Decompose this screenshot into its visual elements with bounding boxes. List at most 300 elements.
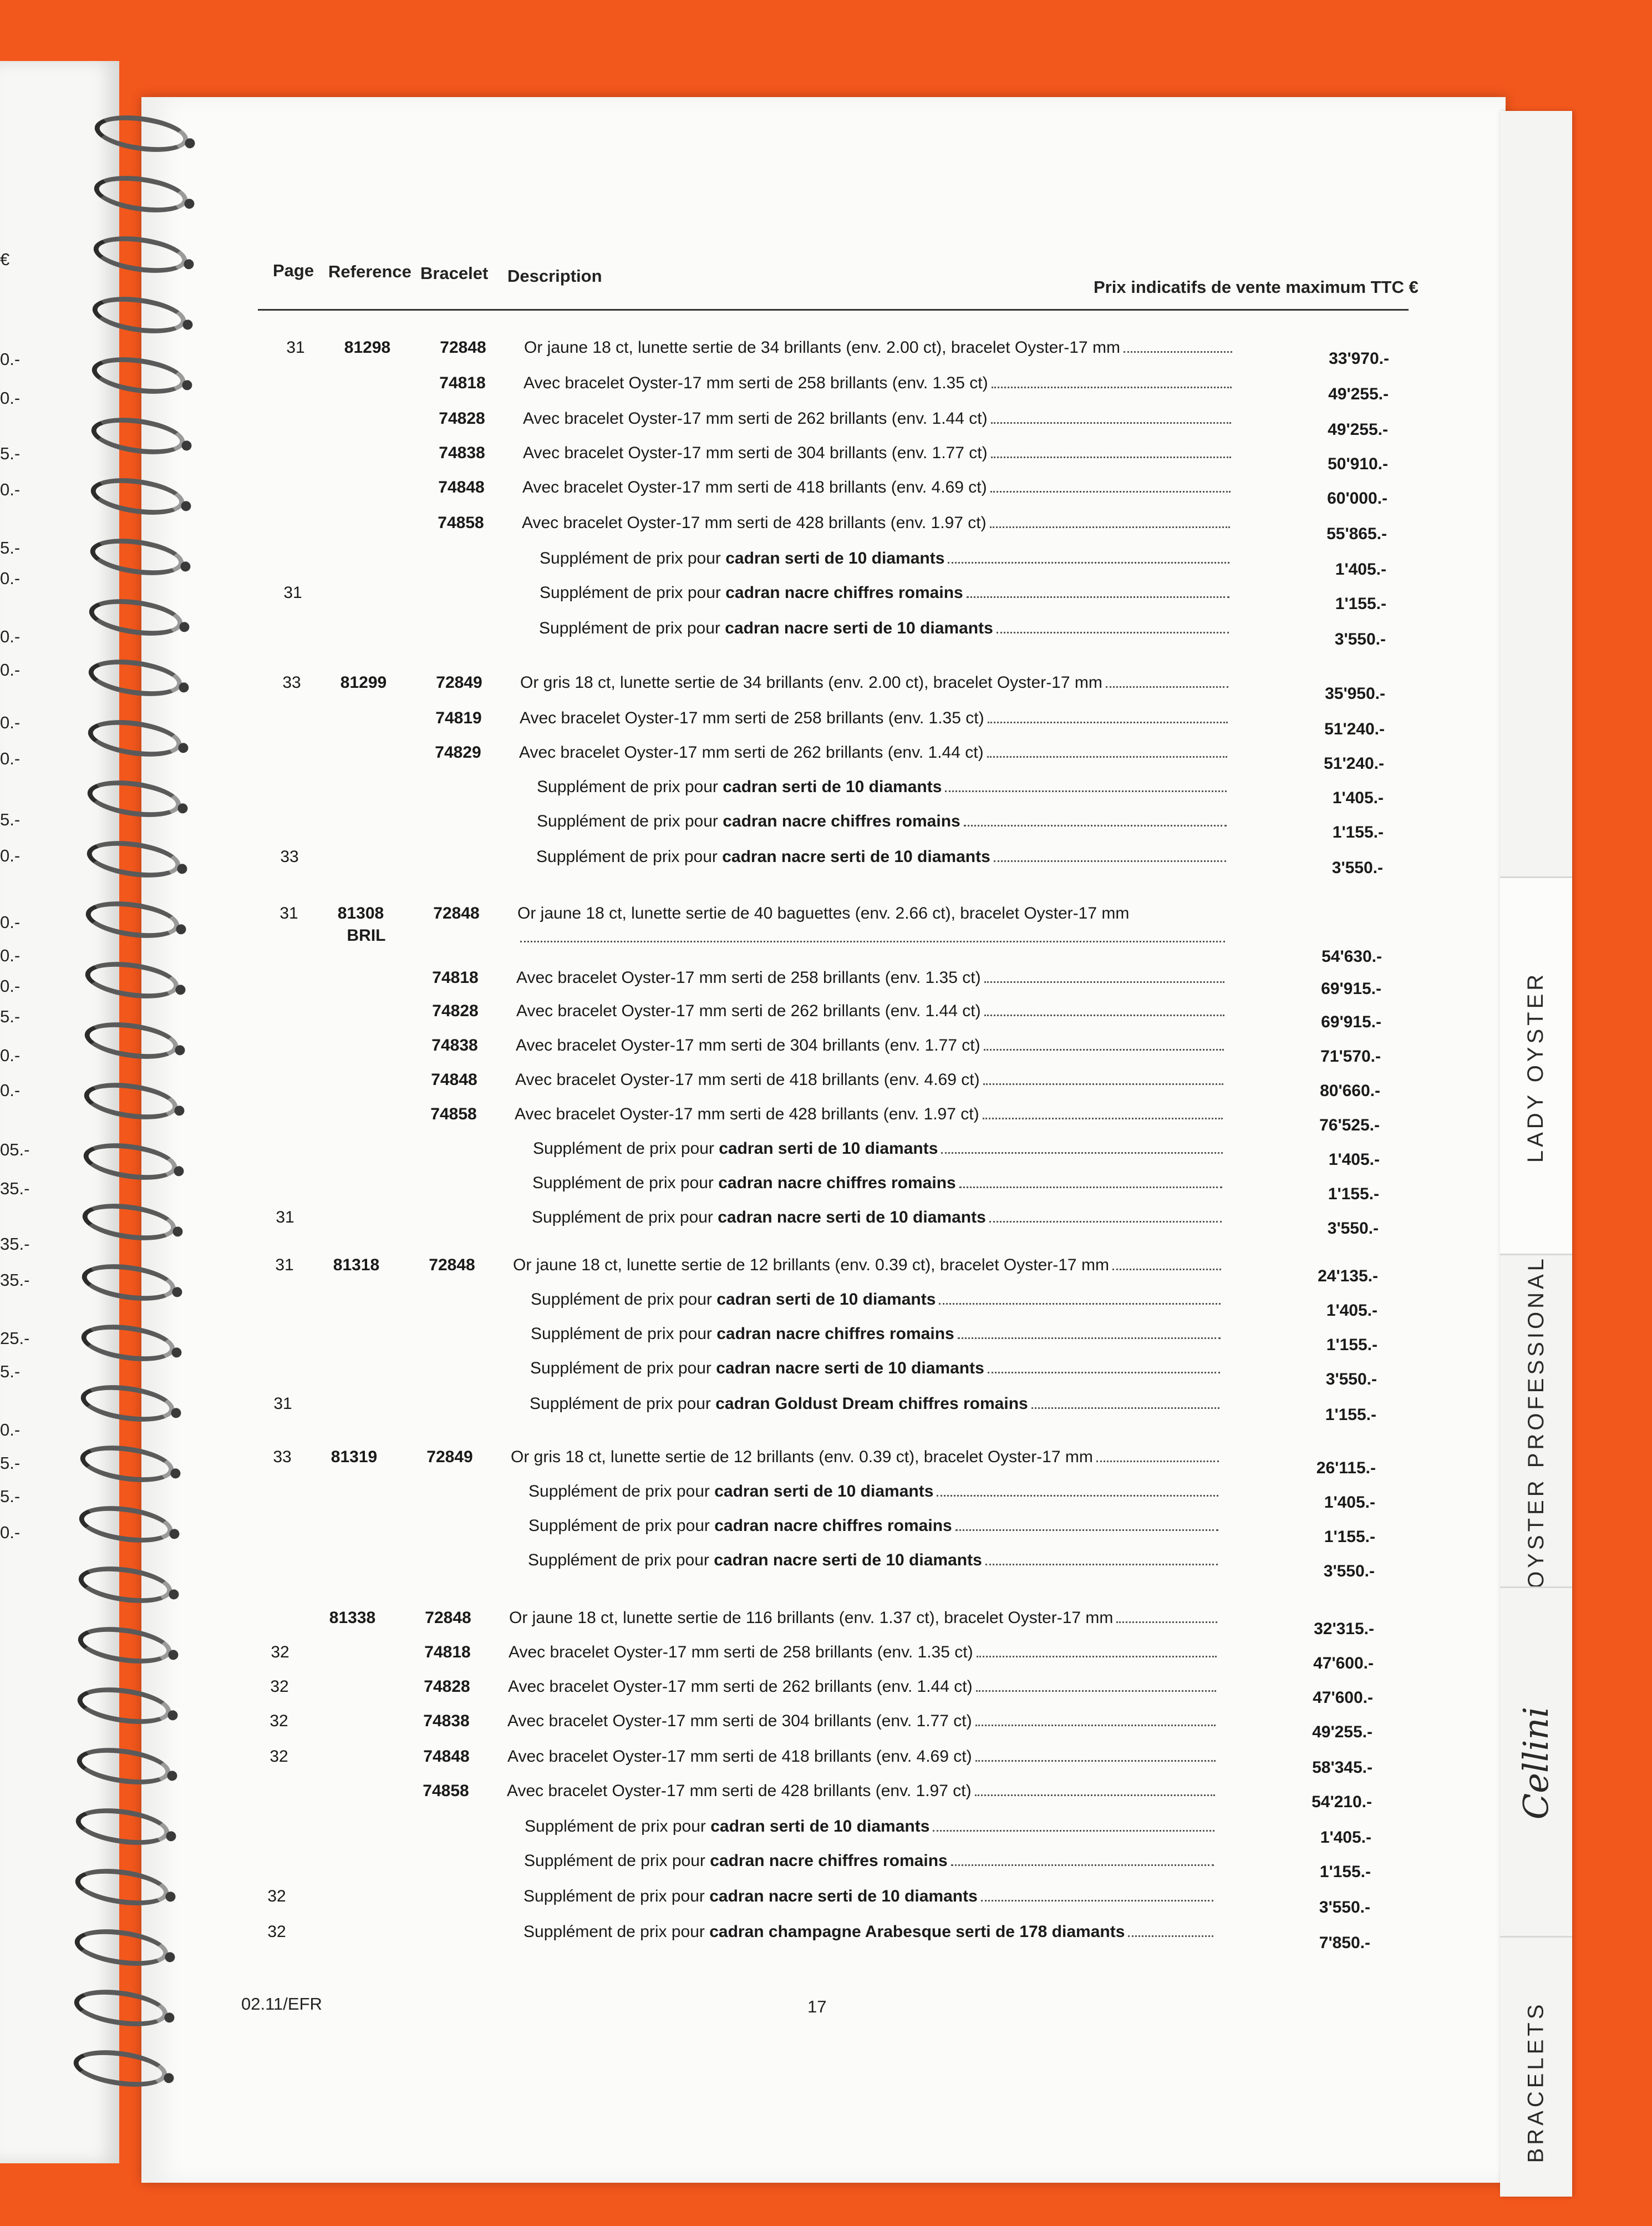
table-row xyxy=(0,778,1652,811)
table-row xyxy=(0,1887,1652,1920)
row-bracelet: 74818 xyxy=(424,1643,471,1661)
table-row xyxy=(0,409,1652,443)
row-description xyxy=(525,1817,1214,1836)
row-price: 1'155.- xyxy=(1324,1528,1375,1546)
row-bracelet: 74848 xyxy=(431,1071,477,1089)
row-description-text: Avec bracelet Oyster-17 mm serti de 304 brillants (env. 1.77 ct) xyxy=(507,1712,972,1730)
row-description-prefix: Supplément de prix pour xyxy=(537,778,723,796)
row-bracelet: 74818 xyxy=(432,969,479,987)
row-description-prefix: Supplément de prix pour xyxy=(532,1174,719,1192)
table-row xyxy=(0,709,1652,742)
leader-dots xyxy=(991,418,1231,424)
tab-cellini-label: Cellini xyxy=(1516,1706,1557,1819)
row-page-number: 32 xyxy=(267,1887,286,1905)
tab-oyster-professional-label: OYSTER PROFESSIONAL xyxy=(1523,1255,1548,1589)
row-price: 1'155.- xyxy=(1326,1336,1377,1354)
row-description xyxy=(539,619,1229,638)
row-price: 7'850.- xyxy=(1319,1934,1370,1952)
table-row xyxy=(0,1482,1652,1515)
spiral-ring xyxy=(93,110,191,157)
table-row xyxy=(0,1817,1652,1850)
left-page-fragment: 5.- xyxy=(0,1487,21,1506)
row-description-emphasis: cadran serti de 10 diamants xyxy=(725,549,945,567)
row-description-emphasis: cadran serti de 10 diamants xyxy=(719,1139,938,1158)
row-description xyxy=(536,848,1226,866)
leader-dots xyxy=(990,522,1230,528)
row-description xyxy=(517,904,1226,923)
footer-code: 02.11/EFR xyxy=(241,1994,322,2014)
table-row xyxy=(0,1256,1652,1289)
left-page-fragment: 0.- xyxy=(0,1523,21,1542)
row-price: 1'155.- xyxy=(1319,1863,1371,1881)
row-description xyxy=(537,812,1227,831)
row-price: 33'970.- xyxy=(1329,349,1389,368)
row-description xyxy=(523,444,1231,463)
table-row xyxy=(0,969,1652,1002)
row-description-prefix: Supplément de prix pour xyxy=(530,1395,716,1413)
row-description-prefix: Supplément de prix pour xyxy=(524,1852,710,1870)
leader-dots xyxy=(984,1044,1224,1051)
table-row xyxy=(0,1036,1652,1069)
row-description-text: Avec bracelet Oyster-17 mm serti de 258 brillants (env. 1.35 ct) xyxy=(516,969,981,987)
table-row xyxy=(0,1923,1652,1956)
spiral-ring xyxy=(71,2045,169,2092)
row-description xyxy=(516,1002,1224,1021)
table-row xyxy=(0,338,1652,372)
row-description-emphasis: cadran serti de 10 diamants xyxy=(723,778,942,796)
table-row xyxy=(0,812,1652,845)
row-description-prefix: Supplément de prix pour xyxy=(528,1517,715,1535)
tab-lady-oyster-label: LADY OYSTER xyxy=(1523,971,1548,1163)
left-page-fragment: 35.- xyxy=(0,1270,30,1290)
row-page-number: 32 xyxy=(270,1712,288,1730)
left-page-fragment: 5.- xyxy=(0,810,21,829)
table-row xyxy=(0,549,1652,582)
row-page-number: 31 xyxy=(279,904,298,922)
leader-dots xyxy=(1112,1264,1221,1270)
table-row xyxy=(0,444,1652,477)
row-reference: 81319 xyxy=(331,1448,378,1466)
left-page-fragment: 0.- xyxy=(0,946,21,965)
header-rule xyxy=(258,309,1409,311)
row-description-emphasis: cadran Goldust Dream chiffres romains xyxy=(715,1395,1028,1413)
row-description-prefix: Supplément de prix pour xyxy=(537,812,723,830)
row-description-text: Avec bracelet Oyster-17 mm serti de 418 brillants (env. 4.69 ct) xyxy=(522,478,987,496)
row-description xyxy=(523,1887,1213,1906)
footer-page-number: 17 xyxy=(807,1997,827,2016)
row-description-emphasis: cadran nacre chiffres romains xyxy=(710,1852,948,1870)
row-description-emphasis: cadran nacre serti de 10 diamants xyxy=(722,848,990,866)
row-description-emphasis: cadran nacre chiffres romains xyxy=(716,1325,954,1343)
left-page-fragment: 0.- xyxy=(0,1420,21,1439)
row-price: 3'550.- xyxy=(1323,1562,1375,1580)
row-reference: 81298 xyxy=(344,338,391,357)
row-price: 26'115.- xyxy=(1316,1459,1376,1477)
row-bracelet: 72848 xyxy=(440,338,486,357)
row-description-text: Avec bracelet Oyster-17 mm serti de 418 brillants (env. 4.69 ct) xyxy=(507,1747,972,1766)
row-description xyxy=(511,1448,1219,1467)
leader-dots xyxy=(1116,1617,1217,1623)
leader-dots xyxy=(984,1010,1224,1016)
left-page-fragment: 5.- xyxy=(0,1453,21,1473)
leader-dots xyxy=(1128,1931,1213,1937)
table-row xyxy=(0,1551,1652,1584)
left-page-fragment: 0.- xyxy=(0,976,21,996)
row-description-text: Avec bracelet Oyster-17 mm serti de 428 brillants (env. 1.97 ct) xyxy=(522,514,987,532)
row-description-emphasis: cadran nacre chiffres romains xyxy=(714,1517,952,1535)
leader-dots xyxy=(951,1860,1214,1866)
row-description-prefix: Supplément de prix pour xyxy=(523,1887,710,1905)
left-page-fragment: 0.- xyxy=(0,846,21,865)
table-row xyxy=(0,1782,1652,1815)
table-row xyxy=(0,1359,1652,1392)
row-price: 60'000.- xyxy=(1327,489,1387,508)
row-description-emphasis: cadran serti de 10 diamants xyxy=(714,1482,934,1500)
row-price: 58'345.- xyxy=(1312,1758,1373,1777)
row-reference-suffix: BRIL xyxy=(347,926,386,945)
leader-dots xyxy=(1031,1403,1219,1409)
row-description-prefix: Supplément de prix pour xyxy=(540,549,726,567)
table-row xyxy=(0,848,1652,881)
row-price: 1'155.- xyxy=(1335,595,1386,613)
row-bracelet: 72848 xyxy=(433,904,480,922)
table-row xyxy=(0,1174,1652,1207)
row-description xyxy=(532,1208,1222,1227)
tab-bracelets[interactable] xyxy=(1500,1936,1572,2226)
leader-dots xyxy=(985,1559,1218,1565)
row-description-text: Avec bracelet Oyster-17 mm serti de 418 brillants (env. 4.69 ct) xyxy=(515,1071,980,1089)
row-description-text: Avec bracelet Oyster-17 mm serti de 262 brillants (env. 1.44 ct) xyxy=(523,409,988,428)
leader-dots xyxy=(977,1651,1217,1657)
row-page-number: 31 xyxy=(273,1395,292,1413)
row-bracelet: 74819 xyxy=(435,709,482,727)
leader-dots xyxy=(990,486,1231,493)
leader-dots xyxy=(1096,1456,1219,1462)
row-description-text: Avec bracelet Oyster-17 mm serti de 304 brillants (env. 1.77 ct) xyxy=(516,1036,980,1054)
leader-dots xyxy=(959,1182,1222,1188)
row-description-emphasis: cadran nacre serti de 10 diamants xyxy=(709,1887,978,1905)
row-description xyxy=(523,1923,1213,1941)
row-price: 3'550.- xyxy=(1319,1898,1370,1916)
left-page-fragment: 0.- xyxy=(0,1046,21,1065)
row-description-emphasis: cadran nacre chiffres romains xyxy=(725,584,963,602)
row-description-prefix: Supplément de prix pour xyxy=(531,1325,717,1343)
row-description-emphasis: cadran nacre chiffres romains xyxy=(718,1174,956,1192)
row-page-number: 31 xyxy=(283,584,302,602)
row-bracelet: 72848 xyxy=(425,1609,471,1627)
row-description xyxy=(515,1105,1223,1124)
row-description xyxy=(509,1609,1217,1627)
row-description-text: Or jaune 18 ct, lunette sertie de 116 brillants (env. 1.37 ct), bracelet Oyster-17 mm xyxy=(509,1609,1114,1627)
leader-dots xyxy=(983,1079,1223,1085)
row-description xyxy=(520,709,1228,728)
left-page-fragment: 5.- xyxy=(0,1007,21,1026)
row-bracelet: 74848 xyxy=(423,1747,470,1766)
row-description xyxy=(519,743,1227,762)
table-row xyxy=(0,619,1652,652)
row-description-text: Avec bracelet Oyster-17 mm serti de 262 brillants (env. 1.44 ct) xyxy=(508,1677,973,1696)
table-row xyxy=(0,1139,1652,1173)
row-price: 80'660.- xyxy=(1320,1082,1380,1100)
row-description-prefix: Supplément de prix pour xyxy=(540,584,726,602)
row-price: 1'155.- xyxy=(1325,1406,1376,1424)
row-description-prefix: Supplément de prix pour xyxy=(531,1290,717,1309)
row-description-emphasis: cadran nacre serti de 10 diamants xyxy=(714,1551,982,1569)
row-description xyxy=(537,778,1227,797)
row-reference: 81308 xyxy=(337,904,384,922)
row-price: 3'550.- xyxy=(1325,1370,1377,1388)
row-bracelet: 74838 xyxy=(431,1036,478,1054)
leader-dots xyxy=(975,1790,1215,1796)
leader-dots xyxy=(939,1299,1221,1305)
table-row xyxy=(0,904,1652,945)
table-row xyxy=(0,478,1652,511)
row-description xyxy=(507,1782,1215,1801)
row-description-text: Or jaune 18 ct, lunette sertie de 40 baguettes (env. 2.66 ct), bracelet Oyster-17 mm xyxy=(517,904,1130,922)
header-price-title: Prix indicatifs de vente maximum TTC € xyxy=(1094,277,1419,297)
row-bracelet: 74858 xyxy=(430,1105,477,1123)
row-bracelet: 72849 xyxy=(426,1448,473,1466)
leader-dots xyxy=(988,1367,1220,1373)
left-page-fragment: 0.- xyxy=(0,660,21,680)
table-row xyxy=(0,673,1652,707)
table-row xyxy=(0,1609,1652,1642)
left-page-fragment: 0.- xyxy=(0,749,21,768)
row-price: 49'255.- xyxy=(1312,1723,1373,1741)
table-row xyxy=(0,1395,1652,1428)
leader-dots xyxy=(975,1720,1216,1726)
row-page-number: 32 xyxy=(267,1923,286,1941)
row-description-emphasis: cadran nacre serti de 10 diamants xyxy=(725,619,993,637)
row-bracelet: 72848 xyxy=(429,1256,475,1274)
leader-dots xyxy=(987,752,1227,758)
left-page-fragment: 35.- xyxy=(0,1179,30,1198)
table-row xyxy=(0,1643,1652,1676)
row-price: 71'570.- xyxy=(1320,1047,1381,1066)
leader-dots xyxy=(937,1490,1218,1497)
leader-dots xyxy=(945,786,1227,792)
row-bracelet: 74858 xyxy=(438,514,484,532)
leader-dots xyxy=(991,452,1231,458)
row-description-emphasis: cadran nacre chiffres romains xyxy=(723,812,960,830)
row-description xyxy=(530,1395,1219,1413)
table-row xyxy=(0,584,1652,617)
row-page-number: 33 xyxy=(273,1448,292,1466)
row-description xyxy=(516,1036,1224,1055)
row-description xyxy=(508,1677,1216,1696)
table-row xyxy=(0,1105,1652,1138)
leader-dots xyxy=(981,1895,1213,1902)
row-description-prefix: Supplément de prix pour xyxy=(523,1923,710,1941)
leader-dots xyxy=(989,1216,1222,1223)
spiral-ring xyxy=(92,170,190,217)
row-price: 51'240.- xyxy=(1324,754,1384,773)
row-price: 24'135.- xyxy=(1318,1267,1378,1285)
left-page-fragment: 5.- xyxy=(0,538,21,557)
row-bracelet: 74838 xyxy=(439,444,485,462)
row-description xyxy=(524,1852,1214,1870)
row-description-prefix: Supplément de prix pour xyxy=(536,848,723,866)
table-row xyxy=(0,1325,1652,1358)
row-description-prefix: Supplément de prix pour xyxy=(530,1359,716,1377)
left-page-fragment: 5.- xyxy=(0,1362,21,1381)
leader-dots xyxy=(975,1756,1216,1762)
row-description-emphasis: cadran champagne Arabesque serti de 178 diamants xyxy=(709,1923,1125,1941)
leader-dots xyxy=(983,1113,1223,1119)
row-bracelet: 74848 xyxy=(438,478,485,496)
table-row xyxy=(0,1852,1652,1885)
row-description xyxy=(528,1551,1218,1570)
leader-dots xyxy=(984,977,1224,983)
row-page-number: 33 xyxy=(280,848,299,866)
row-page-number: 33 xyxy=(282,673,301,692)
row-reference: 81299 xyxy=(340,673,387,692)
leader-dots xyxy=(994,856,1226,862)
row-description xyxy=(513,1256,1221,1275)
row-description xyxy=(530,1359,1220,1378)
tab-bracelets-label: BRACELETS xyxy=(1523,2001,1548,2163)
table-row xyxy=(0,1712,1652,1745)
row-description-prefix: Supplément de prix pour xyxy=(528,1482,715,1500)
row-description xyxy=(528,1482,1218,1501)
row-price: 76'525.- xyxy=(1319,1116,1380,1134)
leader-dots xyxy=(1124,347,1232,353)
left-page-fragment: 0.- xyxy=(0,388,21,408)
row-description-text: Or jaune 18 ct, lunette sertie de 12 brillants (env. 0.39 ct), bracelet Oyster-17 mm xyxy=(513,1256,1109,1274)
left-page-fragment: 05.- xyxy=(0,1140,30,1159)
table-row xyxy=(0,1677,1652,1711)
row-description-text: Avec bracelet Oyster-17 mm serti de 258 brillants (env. 1.35 ct) xyxy=(523,374,988,392)
row-page-number: 31 xyxy=(275,1256,294,1274)
row-price: 54'630.- xyxy=(1321,947,1382,966)
row-description xyxy=(507,1712,1216,1731)
row-description xyxy=(523,409,1231,428)
row-price: 49'255.- xyxy=(1328,420,1388,439)
table-row xyxy=(0,374,1652,407)
spiral-ring xyxy=(90,291,189,338)
row-description xyxy=(522,514,1230,533)
row-description xyxy=(533,1139,1223,1158)
row-bracelet: 72849 xyxy=(436,673,482,692)
row-description xyxy=(516,969,1224,987)
row-description xyxy=(509,1643,1217,1662)
table-row xyxy=(0,1517,1652,1550)
row-price: 55'865.- xyxy=(1326,525,1387,543)
row-price: 1'155.- xyxy=(1332,823,1384,841)
table-row xyxy=(0,1290,1652,1324)
left-page-fragment: 0.- xyxy=(0,912,21,932)
row-description xyxy=(528,1517,1218,1535)
row-description xyxy=(540,584,1229,602)
row-description-text: Avec bracelet Oyster-17 mm serti de 262 brillants (env. 1.44 ct) xyxy=(516,1002,981,1020)
row-reference: 81338 xyxy=(329,1609,376,1627)
leader-dots xyxy=(967,592,1229,598)
table-row xyxy=(0,1747,1652,1781)
left-page-fragment: 0.- xyxy=(0,627,21,646)
row-price: 47'600.- xyxy=(1313,1654,1374,1672)
header-description: Description xyxy=(507,266,602,286)
leader-dots xyxy=(958,1333,1221,1339)
leader-dots xyxy=(992,382,1232,388)
row-price: 35'950.- xyxy=(1325,684,1385,703)
row-description xyxy=(540,549,1229,568)
table-row xyxy=(0,1071,1652,1104)
row-page-number: 32 xyxy=(270,1677,289,1696)
row-price: 3'550.- xyxy=(1331,859,1383,877)
left-page-fragment: 5.- xyxy=(0,444,21,463)
row-price: 1'405.- xyxy=(1320,1828,1371,1847)
leader-dots xyxy=(948,557,1229,564)
row-description-text: Avec bracelet Oyster-17 mm serti de 304 brillants (env. 1.77 ct) xyxy=(523,444,988,462)
row-price: 3'550.- xyxy=(1334,630,1386,648)
row-description-text: Avec bracelet Oyster-17 mm serti de 428 brillants (env. 1.97 ct) xyxy=(507,1782,972,1800)
header-page: Page xyxy=(273,261,314,280)
row-description-text: Avec bracelet Oyster-17 mm serti de 262 brillants (env. 1.44 ct) xyxy=(519,743,984,762)
row-price: 1'405.- xyxy=(1335,560,1386,579)
header-bracelet: Bracelet xyxy=(420,263,489,283)
row-bracelet: 74828 xyxy=(432,1002,479,1020)
row-description xyxy=(517,936,1225,942)
left-page-fragment: 35.- xyxy=(0,1234,30,1254)
row-reference: 81318 xyxy=(333,1256,380,1274)
table-row xyxy=(0,1448,1652,1481)
row-price: 1'405.- xyxy=(1326,1301,1377,1320)
row-price: 1'405.- xyxy=(1328,1150,1380,1169)
row-description-text: Or gris 18 ct, lunette sertie de 12 brillants (env. 0.39 ct), bracelet Oyster-17 mm xyxy=(511,1448,1093,1466)
row-bracelet: 74828 xyxy=(439,409,485,428)
row-page-number: 32 xyxy=(270,1747,288,1766)
header-reference: Reference xyxy=(328,262,411,281)
row-description-emphasis: cadran nacre serti de 10 diamants xyxy=(716,1359,984,1377)
left-page-fragment: 0.- xyxy=(0,1081,21,1100)
row-page-number: 32 xyxy=(271,1643,289,1661)
row-description-text: Avec bracelet Oyster-17 mm serti de 258 brillants (env. 1.35 ct) xyxy=(509,1643,973,1661)
table-row xyxy=(0,743,1652,777)
row-description xyxy=(523,374,1232,393)
row-bracelet: 74838 xyxy=(423,1712,470,1730)
row-description-prefix: Supplément de prix pour xyxy=(525,1817,711,1835)
left-page-fragment: 0.- xyxy=(0,480,21,499)
table-row xyxy=(0,936,1652,970)
leader-dots xyxy=(976,1686,1216,1692)
table-row xyxy=(0,514,1652,547)
row-description xyxy=(507,1747,1216,1766)
row-description xyxy=(522,478,1231,497)
row-price: 1'405.- xyxy=(1324,1493,1375,1512)
row-description-text: Avec bracelet Oyster-17 mm serti de 258 brillants (env. 1.35 ct) xyxy=(520,709,984,727)
row-page-number: 31 xyxy=(286,338,305,357)
row-bracelet: 74818 xyxy=(439,374,486,392)
leader-dots xyxy=(964,820,1227,826)
row-price: 69'915.- xyxy=(1321,1013,1381,1031)
leader-dots xyxy=(1106,682,1228,688)
row-page-number: 31 xyxy=(276,1208,294,1226)
row-price: 32'315.- xyxy=(1314,1620,1374,1638)
row-price: 49'255.- xyxy=(1328,385,1389,403)
left-page-fragment: € xyxy=(0,250,10,269)
row-description xyxy=(515,1071,1223,1089)
row-bracelet: 74828 xyxy=(424,1677,470,1696)
row-description-text: Or jaune 18 ct, lunette sertie de 34 brillants (env. 2.00 ct), bracelet Oyster-17 mm xyxy=(524,338,1120,357)
left-page-fragment: 0.- xyxy=(0,569,21,588)
row-description-text: Avec bracelet Oyster-17 mm serti de 428 brillants (env. 1.97 ct) xyxy=(515,1105,979,1123)
row-description xyxy=(531,1325,1221,1343)
row-description xyxy=(531,1290,1221,1309)
table-row xyxy=(0,1002,1652,1035)
left-page-fragment: 0.- xyxy=(0,713,21,732)
row-price: 50'910.- xyxy=(1328,455,1388,473)
left-page-fragment: 0.- xyxy=(0,349,21,369)
